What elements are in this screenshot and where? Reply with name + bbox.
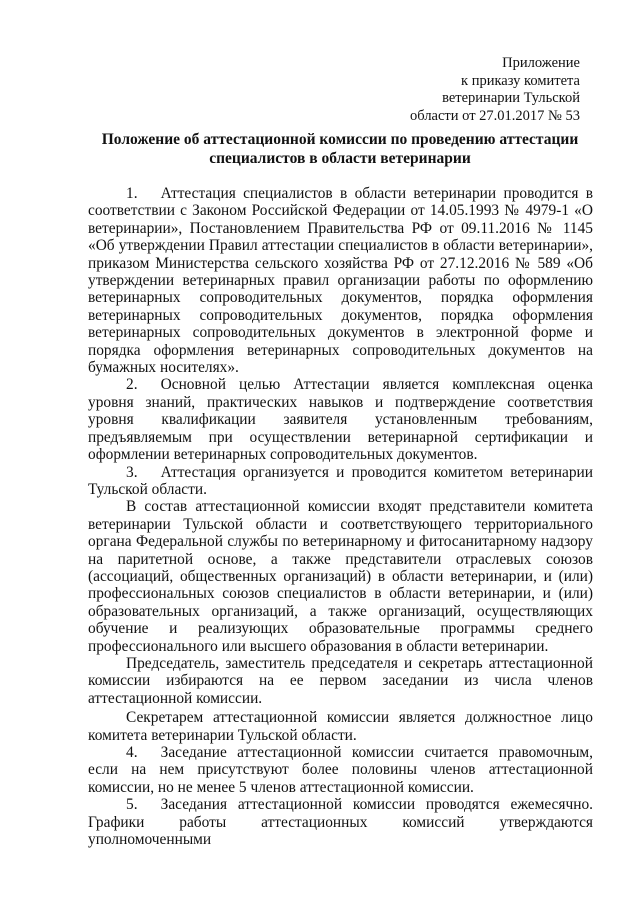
title-line: специалистов в области ветеринарии bbox=[209, 150, 471, 167]
paragraph-1: 1. Аттестация специалистов в области ветеринарии проводится в соответствии с Законом Российской Федерации от 14.05.1993 № 4979-1 «О ветеринарии», Постановлением Правительства РФ от 09.11.2016 № 1145 «Об утверждении Правил аттестации специалистов в области ветеринарии», приказом Министерства сельского хозяйства РФ от 27.12.2016 № 589 «Об утверждении ветеринарных правил организации работы по оформлению ветеринарных сопроводительных документов, порядка оформления ветеринарных сопроводительных документов, порядка оформления ветеринарных сопроводительных документов в электронной форме и порядка оформления ветеринарных сопроводительных документов на бумажных носителях». bbox=[88, 185, 593, 377]
paragraph-5: 5. Заседания аттестационной комиссии проводятся ежемесячно. Графики работы аттестационных комиссий утверждаются уполномоченными bbox=[88, 796, 593, 849]
document-title bbox=[80, 130, 600, 168]
paragraph-2: 2. Основной целью Аттестации является комплексная оценка уровня знаний, практических навыков и подтверждение соответствия уровня квалификации заявителя установленным требованиям, предъявляемым при осуществлении ветеринарной сертификации и оформлении ветеринарных сопроводительных документов. bbox=[88, 376, 593, 464]
document-body bbox=[88, 185, 593, 848]
paragraph-chairman: Председатель, заместитель председателя и секретарь аттестационной комиссии избираются на ее первом заседании из числа членов аттестационной комиссии. bbox=[88, 654, 593, 707]
appendix-line: ветеринарии Тульской bbox=[442, 90, 580, 106]
paragraph-3: 3. Аттестация организуется и проводится комитетом ветеринарии Тульской области. bbox=[88, 463, 593, 498]
paragraph-commission-composition: В состав аттестационной комиссии входят представители комитета ветеринарии Тульской области и соответствующего территориального органа Федеральной службы по ветеринарному и фитосанитарному надзору на паритетной основе, а также представители отраслевых союзов (ассоциаций, общественных организаций) в области ветеринарии, и (или) профессиональных союзов специалистов в области ветеринарии, и (или) образовательных организаций, а также организаций, осуществляющих обучение и реализующих образовательные программы среднего профессионального или высшего образования в области ветеринарии. bbox=[88, 498, 593, 655]
paragraph-secretary: Секретарем аттестационной комиссии является должностное лицо комитета ветеринарии Тульской области. bbox=[88, 709, 593, 744]
paragraph-4: 4. Заседание аттестационной комиссии считается правомочным, если на нем присутствуют более половины членов аттестационной комиссии, но не менее 5 членов аттестационной комиссии. bbox=[88, 744, 593, 796]
appendix-line: области от 27.01.2017 № 53 bbox=[410, 107, 580, 124]
title-line: Положение об аттестационной комиссии по проведению аттестации bbox=[101, 131, 579, 148]
appendix-line: Приложение bbox=[502, 55, 580, 71]
appendix-line: к приказу комитета bbox=[461, 72, 580, 89]
appendix-header bbox=[410, 55, 580, 125]
